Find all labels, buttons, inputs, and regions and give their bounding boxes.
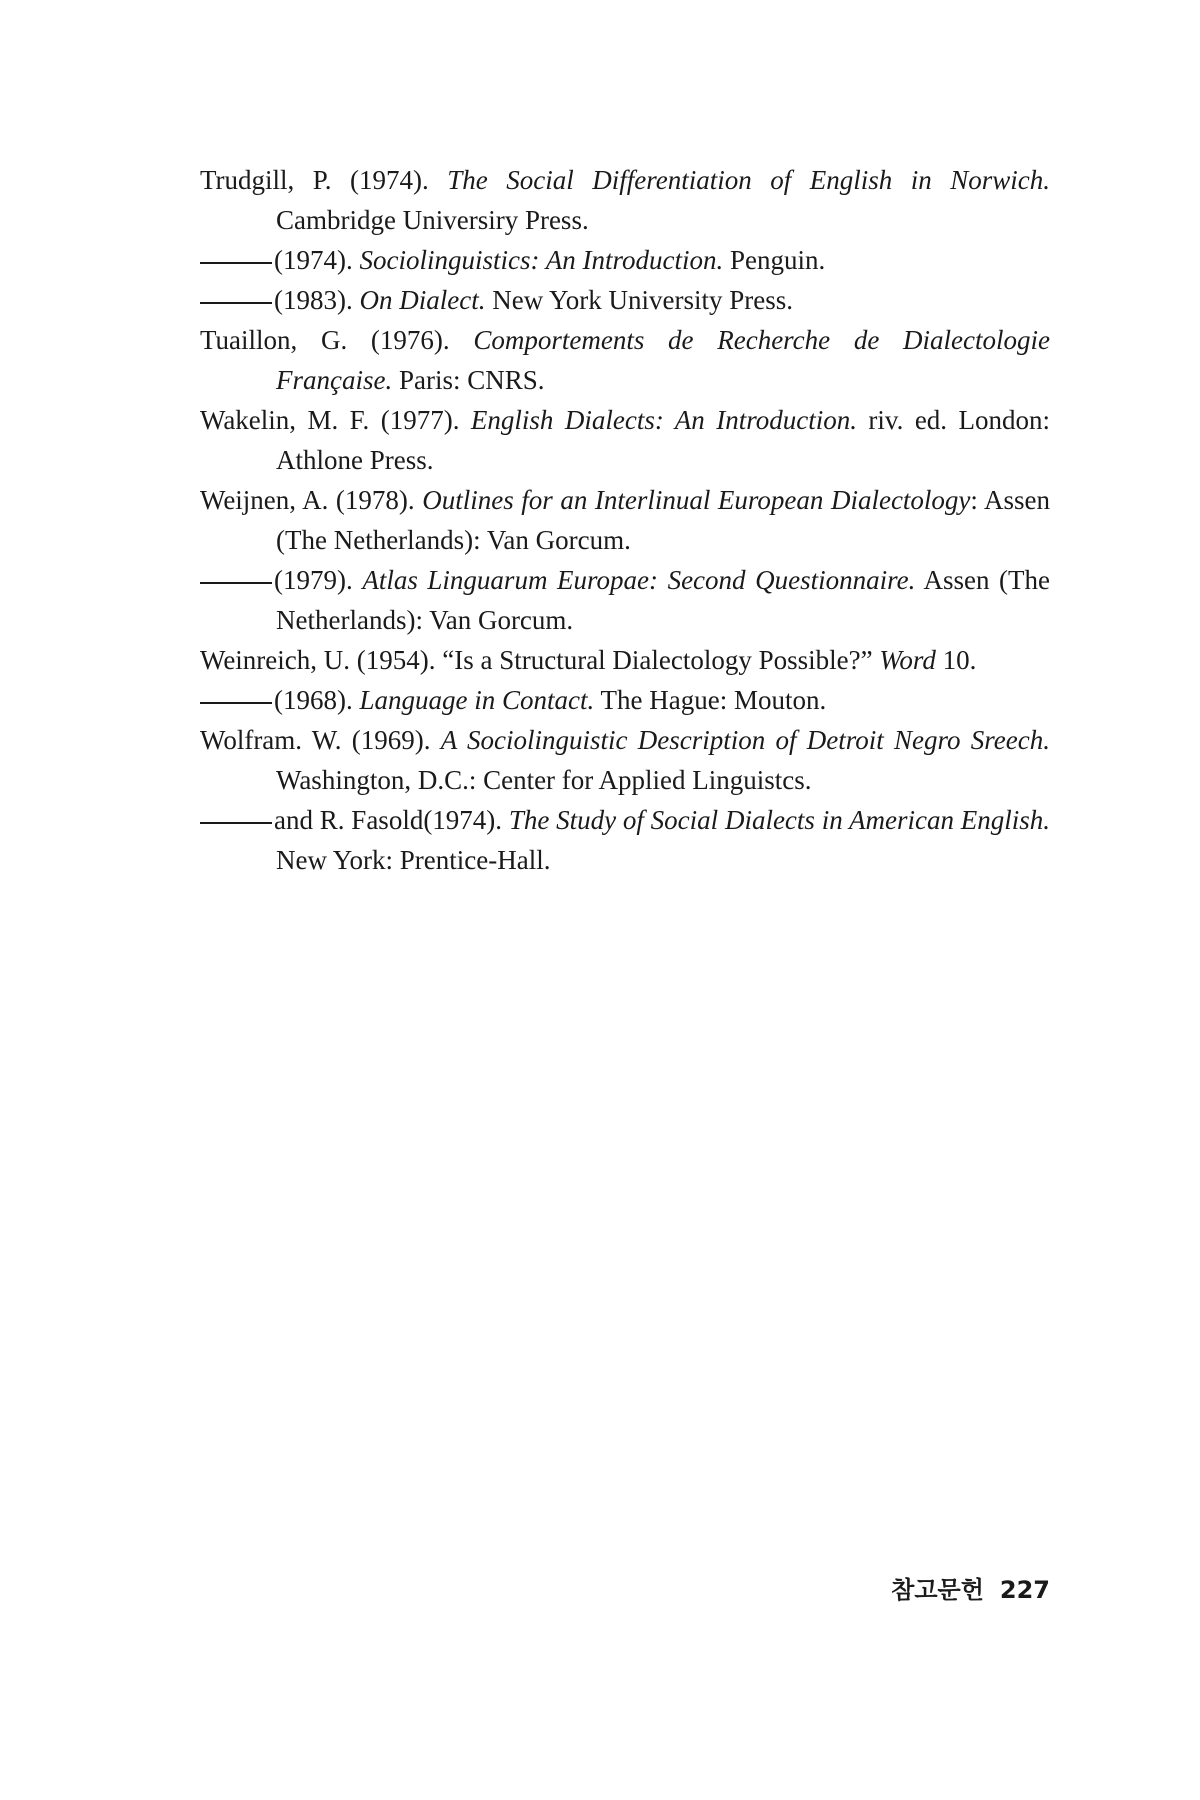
reference-entry (200, 240, 1050, 280)
reference-title: Atlas Linguarum Europae: Second Questionnaire. (362, 565, 916, 595)
reference-publisher: Penguin. (723, 245, 826, 275)
ditto-dash (200, 302, 272, 304)
page-footer (891, 1570, 1050, 1605)
reference-author: Trudgill, P. (1974). (200, 165, 448, 195)
ditto-dash (200, 702, 272, 704)
reference-publisher: : Assen (The Netherlands): Van Gorcum. (276, 485, 1050, 555)
reference-author: (1974). (274, 245, 360, 275)
reference-publisher: New York University Press. (485, 285, 793, 315)
ditto-dash (200, 262, 272, 264)
reference-publisher: Assen (The Netherlands): Van Gorcum. (276, 565, 1050, 635)
reference-journal: Word (879, 645, 936, 675)
reference-author: and R. Fasold(1974). (274, 805, 509, 835)
reference-entry (200, 320, 1050, 400)
bibliography-list (200, 160, 1050, 880)
reference-publisher: The Hague: Mouton. (594, 685, 827, 715)
reference-entry (200, 720, 1050, 800)
reference-publisher: riv. ed. London: Athlone Press. (276, 405, 1050, 475)
reference-author: (1983). (274, 285, 360, 315)
reference-title: English Dialects: An Introduction. (470, 405, 857, 435)
reference-entry (200, 680, 1050, 720)
reference-entry (200, 560, 1050, 640)
reference-entry (200, 480, 1050, 560)
reference-author: (1968). (274, 685, 360, 715)
ditto-dash (200, 822, 272, 824)
reference-title: Outlines for an Interlinual European Dialectology (422, 485, 971, 515)
reference-title: The Study of Social Dialects in American English. (508, 805, 1051, 835)
reference-publisher: Washington, D.C.: Center for Applied Linguistcs. (276, 765, 812, 795)
reference-title: Comportements de Recherche de Dialectologie Française. (276, 325, 1050, 395)
reference-title: A Sociolinguistic Description of Detroit Negro Sreech. (440, 725, 1050, 755)
reference-title: Sociolinguistics: An Introduction. (359, 245, 724, 275)
reference-author: Wakelin, M. F. (1977). (200, 405, 471, 435)
reference-author: Wolfram. W. (1969). (200, 725, 441, 755)
reference-publisher: New York: Prentice-Hall. (276, 845, 551, 875)
reference-entry (200, 160, 1050, 240)
reference-publisher: Cambridge Universiry Press. (276, 205, 589, 235)
reference-entry (200, 800, 1050, 880)
reference-title: The Social Differentiation of English in Norwich. (447, 165, 1050, 195)
reference-author: Weijnen, A. (1978). (200, 485, 423, 515)
section-label: 참고문헌 (891, 1576, 984, 1604)
reference-entry (200, 640, 1050, 680)
reference-author: Tuaillon, G. (1976). (200, 325, 474, 355)
reference-article-title: “Is a Structural Dialectology Possible?” (442, 645, 880, 675)
reference-publisher: Paris: CNRS. (392, 365, 545, 395)
page-number: 227 (999, 1576, 1050, 1604)
reference-entry (200, 400, 1050, 480)
reference-entry (200, 280, 1050, 320)
reference-author: Weinreich, U. (1954). (200, 645, 443, 675)
reference-author: (1979). (274, 565, 363, 595)
reference-title: On Dialect. (359, 285, 486, 315)
ditto-dash (200, 582, 272, 584)
reference-title: Language in Contact. (359, 685, 595, 715)
reference-volume: 10. (935, 645, 977, 675)
